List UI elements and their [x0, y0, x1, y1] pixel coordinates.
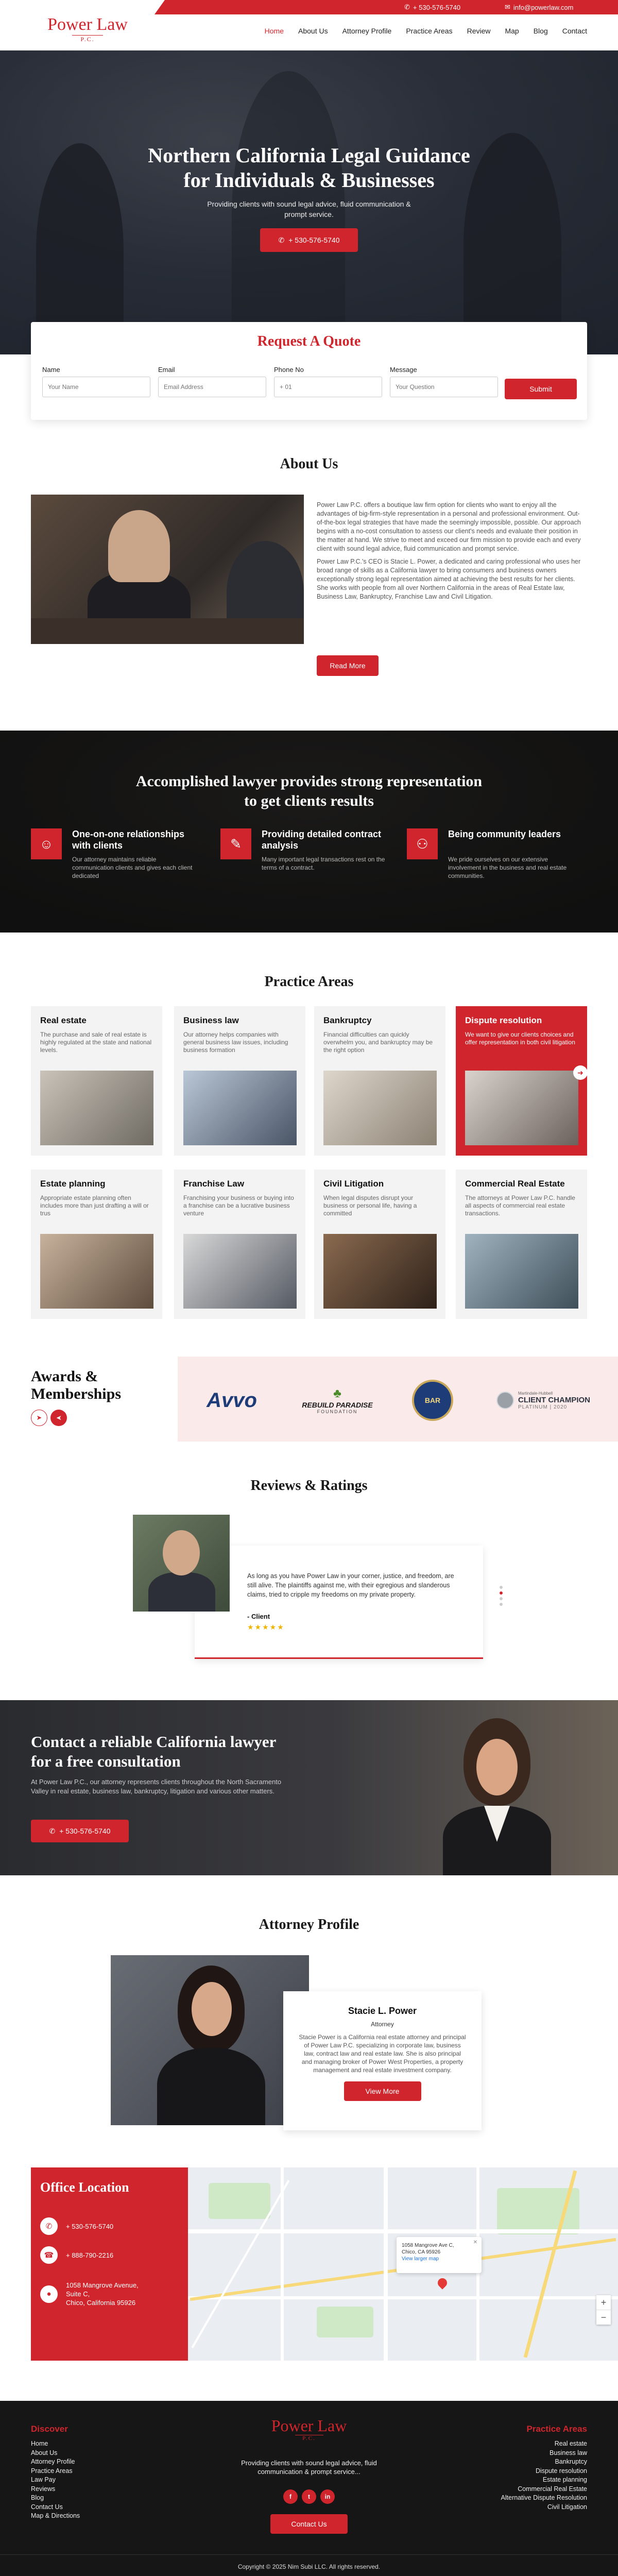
chevron-right-icon: ➤	[56, 1414, 62, 1422]
cta-title-line2: for a free consultation	[31, 1752, 181, 1770]
attorney-section-title: Attorney Profile	[259, 1917, 359, 1933]
nav-contact[interactable]: Contact	[562, 27, 587, 35]
practice-title: Practice Areas	[264, 974, 354, 990]
footer-link[interactable]: Reviews	[31, 2485, 56, 2493]
address-line-1: 1058 Mangrove Avenue,	[66, 2281, 139, 2289]
attorney-view-more-button[interactable]: View More	[344, 2081, 421, 2101]
logo-suffix: P.C.	[72, 35, 103, 43]
map-road	[188, 2229, 618, 2233]
phone-input[interactable]	[274, 377, 382, 397]
feature-text: We pride ourselves on our extensive involvement in the business and real estate communities.	[448, 856, 567, 879]
awards-prev-button[interactable]	[31, 1410, 47, 1426]
map-park	[209, 2183, 270, 2219]
photo-face	[163, 1530, 200, 1575]
pagination-dot[interactable]	[500, 1591, 503, 1595]
band-title-line1: Accomplished lawyer provides strong representation	[135, 773, 483, 790]
quote-title: Request A Quote	[257, 333, 361, 349]
practice-card-business-law[interactable]	[174, 1006, 305, 1156]
map-park	[317, 2307, 373, 2337]
office-phone-1[interactable]	[40, 2217, 113, 2235]
site-header	[0, 14, 618, 50]
footer-logo-name: Power Law	[271, 2416, 347, 2435]
reviewer-photo	[133, 1515, 230, 1612]
pagination-dot[interactable]	[500, 1586, 503, 1589]
phone-icon: ✆	[278, 235, 285, 244]
footer-link[interactable]: Blog	[31, 2494, 44, 2501]
practice-card-text: We want to give our clients choices and offer representation in both civil litigation	[465, 1031, 575, 1046]
practice-card-image	[323, 1071, 437, 1145]
photo-face	[192, 1982, 232, 2036]
attorney-photo	[111, 1955, 309, 2125]
name-input[interactable]	[42, 377, 150, 397]
footer-link[interactable]: Business law	[550, 2449, 587, 2456]
client-champion-logo	[487, 1380, 600, 1421]
linkedin-icon[interactable]: in	[320, 2489, 335, 2504]
about-read-more-button[interactable]: Read More	[317, 655, 379, 676]
zoom-in-button[interactable]: +	[600, 2297, 607, 2308]
name-label: Name	[42, 366, 60, 374]
review-text: As long as you have Power Law in your corner, justice, and freedom, are still alive. The plaintiffs against me, with their egregious and slanderous claims, tried to cripple my freedoms on my private property.	[247, 1572, 454, 1598]
site-footer	[0, 2401, 618, 2576]
footer-link[interactable]: About Us	[31, 2449, 58, 2456]
footer-link[interactable]: Map & Directions	[31, 2512, 80, 2519]
practice-card-estate-planning[interactable]	[31, 1170, 162, 1319]
fax-icon: ☎	[40, 2246, 58, 2264]
phone-icon: ✆	[404, 3, 410, 11]
feature-title: Providing detailed contract analysis	[262, 829, 382, 851]
practice-card-text: Appropriate estate planning often includes more than just drafting a will or trus	[40, 1194, 149, 1217]
medal-icon	[496, 1392, 514, 1409]
reviews-title: Reviews & Ratings	[250, 1478, 368, 1494]
copyright: Copyright © 2025 Nim Subi LLC. All rights reserved.	[0, 2554, 618, 2570]
pagination-dot[interactable]	[500, 1603, 503, 1606]
awards-carousel	[178, 1357, 618, 1442]
footer-logo[interactable]	[252, 2416, 366, 2442]
review-author: - Client	[247, 1613, 270, 1620]
close-icon[interactable]: ✕	[473, 2240, 477, 2245]
phone-icon: ✆	[49, 1826, 56, 1835]
location-pin-icon: ●	[40, 2285, 58, 2303]
feature-text: Many important legal transactions rest on the terms of a contract.	[262, 856, 385, 871]
seal-text: BAR	[412, 1380, 453, 1421]
nav-about[interactable]: About Us	[298, 27, 328, 35]
attorney-role: Attorney	[371, 2021, 394, 2028]
about-paragraph-1: Power Law P.C. offers a boutique law firm option for clients who want to enjoy all the advantages of big-firm-style representation in a personal and professional environment. Out-of-the-box legal strategies that have made the seemingly impossible, possible. Our approach begins with a no-cost consultation to assess our client's needs and evaluate their position in the matter at hand. We strive to meet and exceed our firm mission to provide each and every client with sound legal advice, fluid communication and prompt service.	[317, 501, 581, 552]
practice-card-text: The purchase and sale of real estate is highly regulated at the state and national levels.	[40, 1031, 152, 1054]
champion-sub: PLATINUM | 2020	[518, 1404, 568, 1410]
about-title: About Us	[280, 456, 338, 472]
top-phone-link[interactable]	[404, 3, 460, 11]
email-input[interactable]	[158, 377, 266, 397]
contract-icon: ✎	[220, 828, 251, 859]
photo-body	[148, 1572, 215, 1612]
hero-subtitle: Providing clients with sound legal advice, fluid communication & prompt service.	[207, 200, 411, 218]
map-zoom-controls	[596, 2295, 611, 2325]
office-phone-2-text: + 888-790-2216	[66, 2251, 114, 2259]
hero-title-line1: Northern California Legal Guidance	[148, 144, 470, 167]
cta-call-button[interactable]	[31, 1820, 129, 1842]
map-marker-icon[interactable]	[436, 2276, 449, 2289]
attorney-name: Stacie L. Power	[348, 2006, 417, 2016]
awards-title-line1: Awards &	[31, 1368, 98, 1385]
mail-icon: ✉	[505, 3, 510, 11]
facebook-icon[interactable]: f	[283, 2489, 298, 2504]
practice-card-title: Business law	[183, 1015, 239, 1025]
message-field-group	[390, 366, 498, 397]
review-pagination	[500, 1586, 503, 1606]
office-title: Office Location	[40, 2180, 129, 2195]
footer-link[interactable]: Home	[31, 2440, 48, 2447]
office-address	[40, 2281, 139, 2307]
practice-card-title: Real estate	[40, 1015, 87, 1025]
map-popup-line-2: Chico, CA 95926	[402, 2249, 441, 2255]
address-line-2: Suite C,	[66, 2290, 90, 2298]
zoom-out-button[interactable]: −	[596, 2310, 611, 2325]
cta-text: At Power Law P.C., our attorney represents clients throughout the North Sacramento Valley in real estate, business law, bankruptcy, litigation and various other matters.	[31, 1778, 282, 1795]
awards-next-button[interactable]	[50, 1410, 67, 1426]
footer-link[interactable]: Bankruptcy	[555, 2458, 587, 2465]
name-field-group	[42, 366, 150, 397]
footer-link[interactable]: Law Pay	[31, 2476, 56, 2483]
map-road	[188, 2296, 618, 2299]
awards-title-line2: Memberships	[31, 1385, 121, 1402]
nav-review[interactable]: Review	[467, 27, 491, 35]
footer-practice-title: Practice Areas	[526, 2424, 587, 2434]
footer-link[interactable]: Estate planning	[542, 2476, 587, 2483]
nav-practice-areas[interactable]: Practice Areas	[406, 27, 453, 35]
pagination-dot[interactable]	[500, 1597, 503, 1600]
practice-card-image	[465, 1234, 578, 1309]
practice-card-title: Franchise Law	[183, 1179, 245, 1189]
practice-card-commercial-real-estate[interactable]	[456, 1170, 587, 1319]
photo-body	[157, 2048, 265, 2125]
practice-card-image	[183, 1234, 297, 1309]
practice-card-text: When legal disputes disrupt your business or personal life, having a committed	[323, 1194, 417, 1217]
phone-field-group	[274, 366, 382, 397]
cta-call-label: + 530-576-5740	[59, 1827, 111, 1835]
top-email-text: info@powerlaw.com	[513, 3, 574, 11]
footer-tagline: Providing clients with sound legal advice, fluid communication & prompt service...	[241, 2459, 377, 2476]
rebuild-subtext: FOUNDATION	[317, 1409, 358, 1414]
nav-blog[interactable]: Blog	[533, 27, 548, 35]
submit-button[interactable]: Submit	[505, 379, 577, 399]
image-figure	[108, 510, 170, 582]
practice-card-image	[40, 1071, 153, 1145]
attorney-bio: Stacie Power is a California real estate attorney and principal of Power Law P.C. specializing in corporate law, business law, contract law and real estate law. She is also principal and managing broker of Power West Properties, a property management and real estate investment company.	[299, 2033, 466, 2074]
footer-practice-list	[501, 2439, 587, 2512]
about-text	[317, 501, 587, 605]
map-road	[384, 2167, 388, 2361]
practice-card-title: Estate planning	[40, 1179, 106, 1189]
email-label: Email	[158, 366, 175, 374]
bar-seal-logo	[407, 1380, 458, 1421]
arrow-right-icon[interactable]: ➜	[573, 1065, 588, 1080]
quote-form	[31, 322, 587, 420]
message-label: Message	[390, 366, 417, 374]
nav-attorney-profile[interactable]: Attorney Profile	[342, 27, 392, 35]
view-larger-map-link[interactable]: View larger map	[402, 2256, 439, 2262]
feature-text: Our attorney maintains reliable communication clients and gives each client dedicated	[72, 856, 193, 879]
practice-card-title: Commercial Real Estate	[465, 1179, 565, 1189]
hero-call-label: + 530-576-5740	[288, 236, 340, 244]
practice-card-civil-litigation[interactable]	[314, 1170, 445, 1319]
phone-icon: ✆	[40, 2217, 58, 2235]
nav-home[interactable]: Home	[264, 27, 284, 35]
hero-title	[0, 143, 618, 193]
map-popup-line-1: 1058 Mangrove Ave C,	[402, 2243, 454, 2248]
practice-card-text: The attorneys at Power Law P.C. handle all aspects of commercial real estate transactions.	[465, 1194, 575, 1217]
message-input[interactable]	[390, 377, 498, 397]
practice-card-title: Civil Litigation	[323, 1179, 384, 1189]
practice-card-image	[183, 1071, 297, 1145]
email-field-group	[158, 366, 266, 397]
practice-card-title: Bankruptcy	[323, 1015, 372, 1025]
footer-link[interactable]: Commercial Real Estate	[518, 2485, 587, 2493]
practice-card-real-estate[interactable]	[31, 1006, 162, 1156]
community-icon: ⚇	[407, 828, 438, 859]
office-map[interactable]	[188, 2167, 618, 2361]
site-logo[interactable]	[31, 2, 144, 47]
practice-card-image	[40, 1234, 153, 1309]
band-title-line2: to get clients results	[244, 792, 374, 809]
practice-card-title: Dispute resolution	[465, 1015, 542, 1025]
cta-title	[31, 1732, 309, 1771]
footer-link[interactable]: Contact Us	[31, 2503, 63, 2511]
hero-section	[0, 50, 618, 354]
champion-text	[518, 1391, 590, 1410]
rebuild-paradise-logo	[286, 1380, 389, 1421]
office-phone-1-text: + 530-576-5740	[66, 2222, 114, 2230]
photo-face	[476, 1739, 518, 1795]
address-line-3: Chico, California 95926	[66, 2299, 136, 2307]
practice-card-bankruptcy[interactable]	[314, 1006, 445, 1156]
nav-map[interactable]: Map	[505, 27, 519, 35]
office-address-text	[66, 2281, 139, 2307]
champion-top: Martindale-Hubbell	[518, 1391, 553, 1396]
tree-icon: ♣	[333, 1386, 341, 1400]
feature-title: Being community leaders	[448, 829, 561, 839]
office-phone-2[interactable]	[40, 2246, 113, 2264]
footer-contact-button[interactable]: Contact Us	[270, 2514, 348, 2534]
hero-title-line2: for Individuals & Businesses	[183, 168, 435, 192]
footer-logo-suffix: P.C.	[295, 2435, 323, 2442]
footer-link[interactable]: Real estate	[554, 2440, 587, 2447]
attorney-card	[283, 1991, 482, 2130]
main-nav	[265, 27, 587, 35]
footer-link[interactable]: Attorney Profile	[31, 2458, 75, 2465]
review-stars: ★★★★★	[247, 1623, 285, 1631]
office-location-panel	[31, 2167, 188, 2361]
band-title	[0, 772, 618, 811]
about-paragraph-2: Power Law P.C.'s CEO is Stacie L. Power, a dedicated and caring professional who uses her broad range of skills as a California lawyer to bring consumers and business owners exceptionally strong legal representation aimed at achieving the best results for her clients. She works with people from all over Northern California in the areas of Real Estate law, Business Law, Bankruptcy, Franchise Law and Civil Litigation.	[317, 558, 581, 600]
practice-card-text: Franchising your business or buying into a franchise can be a lucrative business venture	[183, 1194, 294, 1217]
about-image	[31, 495, 304, 644]
practice-card-dispute-resolution[interactable]	[456, 1006, 587, 1156]
footer-discover-list	[31, 2439, 80, 2521]
features-band	[0, 731, 618, 933]
hero-call-button[interactable]	[260, 228, 358, 252]
footer-discover-title: Discover	[31, 2424, 68, 2434]
map-road	[281, 2167, 284, 2361]
rebuild-text: REBUILD PARADISE	[302, 1401, 373, 1409]
cta-attorney-image	[443, 1718, 546, 1875]
footer-link[interactable]: Practice Areas	[31, 2467, 73, 2475]
avvo-logo: Avvo	[207, 1388, 257, 1412]
practice-card-text: Financial difficulties can quickly overwhelm you, and bankruptcy may be the right option	[323, 1031, 433, 1054]
people-icon: ☺	[31, 828, 62, 859]
practice-card-image	[465, 1071, 578, 1145]
chevron-left-icon: ➤	[36, 1414, 42, 1421]
practice-card-franchise-law[interactable]	[174, 1170, 305, 1319]
footer-link[interactable]: Alternative Dispute Resolution	[501, 2494, 587, 2501]
practice-card-text: Our attorney helps companies with general business law issues, including business formation	[183, 1031, 288, 1054]
top-email-link[interactable]	[505, 3, 573, 11]
awards-title	[31, 1368, 121, 1403]
feature-title: One-on-one relationships with clients	[72, 829, 185, 851]
top-phone-text: + 530-576-5740	[413, 3, 461, 11]
logo-name: Power Law	[47, 15, 128, 34]
practice-card-image	[323, 1234, 437, 1309]
cta-section	[0, 1700, 618, 1875]
image-desk	[31, 618, 304, 644]
map-popup	[397, 2237, 482, 2273]
cta-title-line1: Contact a reliable California lawyer	[31, 1733, 277, 1751]
review-card	[195, 1546, 483, 1659]
footer-link[interactable]: Civil Litigation	[547, 2503, 587, 2511]
twitter-icon[interactable]: t	[302, 2489, 316, 2504]
footer-link[interactable]: Dispute resolution	[535, 2467, 587, 2475]
champion-main: CLIENT CHAMPION	[518, 1395, 590, 1404]
phone-label: Phone No	[274, 366, 304, 374]
